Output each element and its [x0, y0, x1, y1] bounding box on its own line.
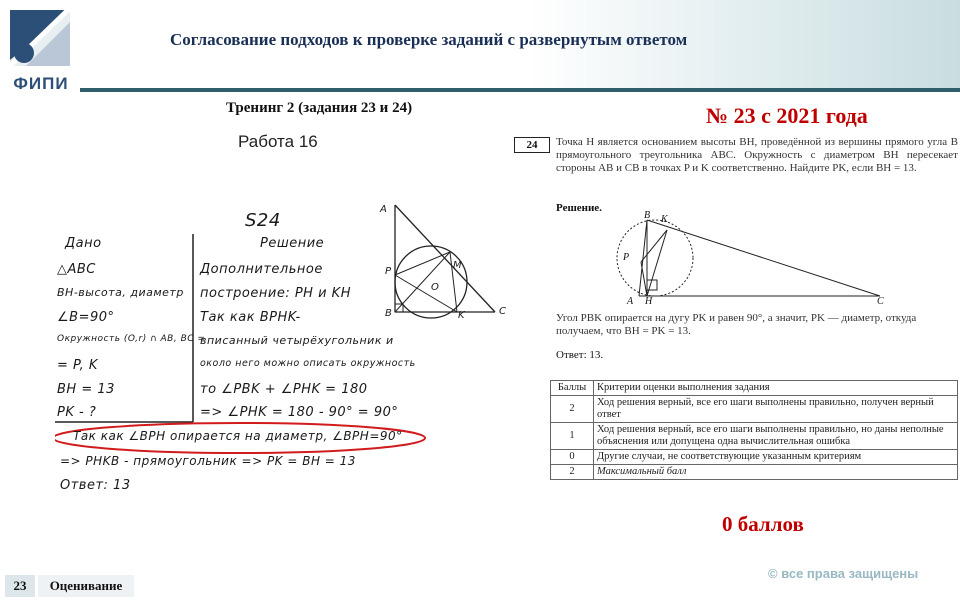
- bottom-line-highlighted: Так как ∠BPH опирается на диаметр, ∠BPH=90°: [73, 429, 403, 443]
- fig-label-b: B: [644, 210, 651, 221]
- table-header-row: [551, 381, 958, 396]
- bottom-line: Ответ: 13: [60, 478, 131, 493]
- logo-text: ФИПИ: [13, 74, 69, 93]
- fig-label-b: B: [385, 308, 393, 319]
- fig-label-a: A: [380, 204, 388, 215]
- task-text: Точка H является основанием высоты BH, проведённой из вершины прямого угла B прямоугольного треугольника ABC. Окружность с диаметром BH пересекает стороны AB и CB в точках P и K соответственно. Найдите PK, если BH = 13.: [556, 136, 958, 174]
- score-result: 0 баллов: [722, 512, 804, 536]
- given-line: BH-высота, диаметр: [57, 286, 184, 299]
- fig-label-a: A: [627, 296, 634, 307]
- fig-label-p: P: [623, 252, 630, 263]
- solution-line: то ∠PBK + ∠PHK = 180: [200, 382, 368, 397]
- row-points: 2: [551, 465, 594, 480]
- given-line: PK - ?: [57, 405, 97, 420]
- fig-label-h: H: [645, 296, 653, 307]
- given-header: Дано: [65, 236, 102, 251]
- answer-text: Ответ: 13.: [556, 349, 604, 361]
- problem-heading: № 23 с 2021 года: [706, 103, 868, 128]
- logo-icon: [0, 0, 80, 72]
- table-row: [551, 450, 958, 465]
- slide-number: 23: [5, 575, 35, 597]
- footer-section-label: Оценивание: [38, 575, 134, 597]
- fig-label-m: M: [453, 260, 463, 271]
- row-points: 2: [551, 396, 594, 423]
- given-line: = P, K: [57, 358, 98, 373]
- header-points: Баллы: [551, 381, 594, 396]
- solution-line: Так как BPHK-: [200, 310, 301, 325]
- solution-line: Дополнительное: [200, 262, 323, 277]
- given-line: Окружность (O,r) ∩ AB, BC =: [57, 334, 206, 344]
- row-text: Другие случаи, не соответствующие указанным критериям: [594, 450, 958, 465]
- solution-line: построение: PH и KH: [200, 286, 351, 301]
- solution-label: Решение.: [556, 202, 602, 214]
- row-text: Ход решения верный, все его шаги выполнены правильно, но даны неполные объяснения или допущена одна вычислительная ошибка: [594, 423, 958, 450]
- fig-label-o: O: [431, 282, 440, 293]
- table-row: [551, 396, 958, 423]
- given-line: △ABC: [57, 262, 96, 277]
- work-label: Работа 16: [238, 132, 318, 151]
- row-points: 1: [551, 423, 594, 450]
- criteria-table: [550, 380, 958, 480]
- fig-label-c: C: [877, 296, 884, 307]
- bottom-line: => PHKB - прямоугольник => PK = BH = 13: [60, 454, 356, 468]
- row-text: Максимальный балл: [594, 465, 958, 480]
- header-divider: [80, 88, 960, 92]
- given-line: ∠B=90°: [57, 310, 115, 325]
- problem-figure: [615, 212, 895, 310]
- given-line: BH = 13: [57, 382, 115, 397]
- solution-line: вписанный четырёхугольник и: [200, 334, 394, 347]
- table-row: [551, 423, 958, 450]
- header-criteria: Критерии оценки выполнения задания: [594, 381, 958, 396]
- solution-line: => ∠PHK = 180 - 90° = 90°: [200, 405, 399, 420]
- student-work-scan: [55, 200, 520, 500]
- handwritten-task-label: S24: [245, 210, 281, 231]
- copyright-notice: © все права защищены: [768, 566, 919, 581]
- row-points: 0: [551, 450, 594, 465]
- table-row: [551, 465, 958, 480]
- fig-label-k: K: [458, 310, 466, 321]
- training-subtitle: Тренинг 2 (задания 23 и 24): [226, 100, 413, 116]
- page-title: Согласование подходов к проверке заданий с развернутым ответом: [170, 30, 688, 49]
- solution-text: Угол PBK опирается на дугу PK и равен 90°, а значит, PK — диаметр, откуда получаем, что BH = PK = 13.: [556, 312, 917, 337]
- fig-label-p: P: [385, 266, 392, 277]
- task-number-box: 24: [514, 137, 550, 153]
- solution-line: около него можно описать окружность: [200, 358, 416, 369]
- solution-header: Решение: [260, 236, 325, 251]
- fig-label-k: K: [661, 214, 668, 225]
- row-text: Ход решения верный, все его шаги выполнены правильно, получен верный ответ: [594, 396, 958, 423]
- fig-label-c: C: [499, 306, 507, 317]
- figure-diagram: [615, 212, 895, 310]
